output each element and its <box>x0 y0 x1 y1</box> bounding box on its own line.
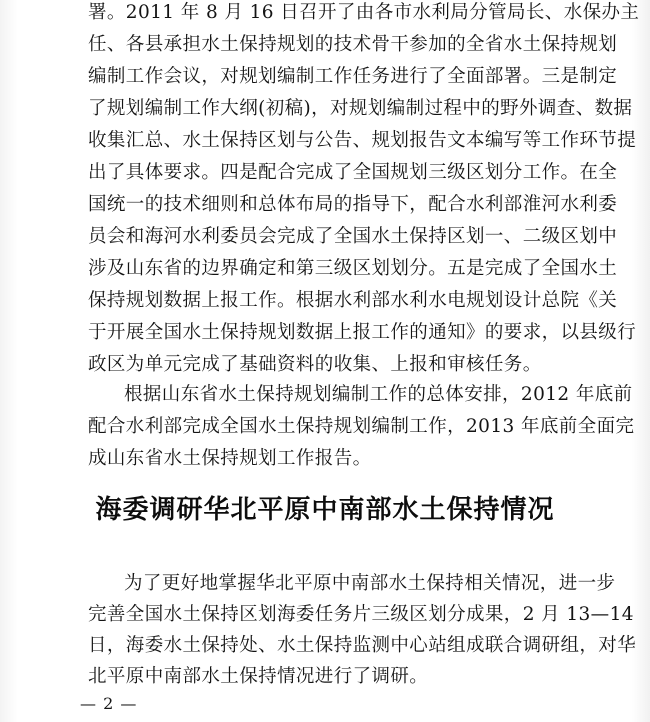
paragraph-1-line-8: 员会和海河水利委员会完成了全国水土保持区划一、二级区划中 <box>88 226 618 247</box>
section-heading: 海委调研华北平原中南部水土保持情况 <box>95 495 555 525</box>
page-number: — 2 — <box>80 694 138 713</box>
paragraph-3-line-3: 日，海委水土保持处、水土保持监测中心站组成联合调研组，对华 <box>88 635 637 656</box>
paragraph-2-line-1: 根据山东省水土保持规划编制工作的总体安排，2012 年底前 <box>124 384 633 405</box>
paragraph-1-line-11: 于开展全国水土保持规划数据上报工作的通知》的要求，以县级行 <box>88 322 637 343</box>
paragraph-3-line-2: 完善全国水土保持区划海委任务片三级区划分成果，2 月 13—14 <box>88 604 634 625</box>
paragraph-1-line-1: 署。2011 年 8 月 16 日召开了由各市水利局分管局长、水保办主 <box>88 2 640 23</box>
paragraph-3-line-4: 北平原中南部水土保持情况进行了调研。 <box>88 666 429 687</box>
paragraph-1-line-3: 编制工作会议，对规划编制工作任务进行了全面部署。三是制定 <box>88 66 618 87</box>
paragraph-1-line-10: 保持规划数据上报工作。根据水利部水利水电规划设计总院《关 <box>88 290 618 311</box>
paragraph-1-line-4: 了规划编制工作大纲(初稿)，对规划编制过程中的野外调查、数据 <box>88 98 633 119</box>
paragraph-1-line-6: 出了具体要求。四是配合完成了全国规划三级区划分工作。在全 <box>88 162 618 183</box>
paragraph-2-line-3: 成山东省水土保持规划工作报告。 <box>88 448 372 469</box>
paragraph-1-line-2: 任、各县承担水土保持规划的技术骨干参加的全省水土保持规划 <box>88 34 618 55</box>
paragraph-1-line-9: 涉及山东省的边界确定和第三级区划划分。五是完成了全国水土 <box>88 258 618 279</box>
paragraph-1-line-12: 政区为单元完成了基础资料的收集、上报和审核任务。 <box>88 354 542 375</box>
paragraph-3-line-1: 为了更好地掌握华北平原中南部水土保持相关情况，进一步 <box>124 573 616 594</box>
paragraph-1-line-5: 收集汇总、水土保持区划与公告、规划报告文本编写等工作环节提 <box>88 130 637 151</box>
paragraph-2-line-2: 配合水利部完成全国水土保持规划编制工作，2013 年底前全面完 <box>88 416 635 437</box>
paragraph-1-line-7: 国统一的技术细则和总体布局的指导下，配合水利部淮河水利委 <box>88 194 618 215</box>
